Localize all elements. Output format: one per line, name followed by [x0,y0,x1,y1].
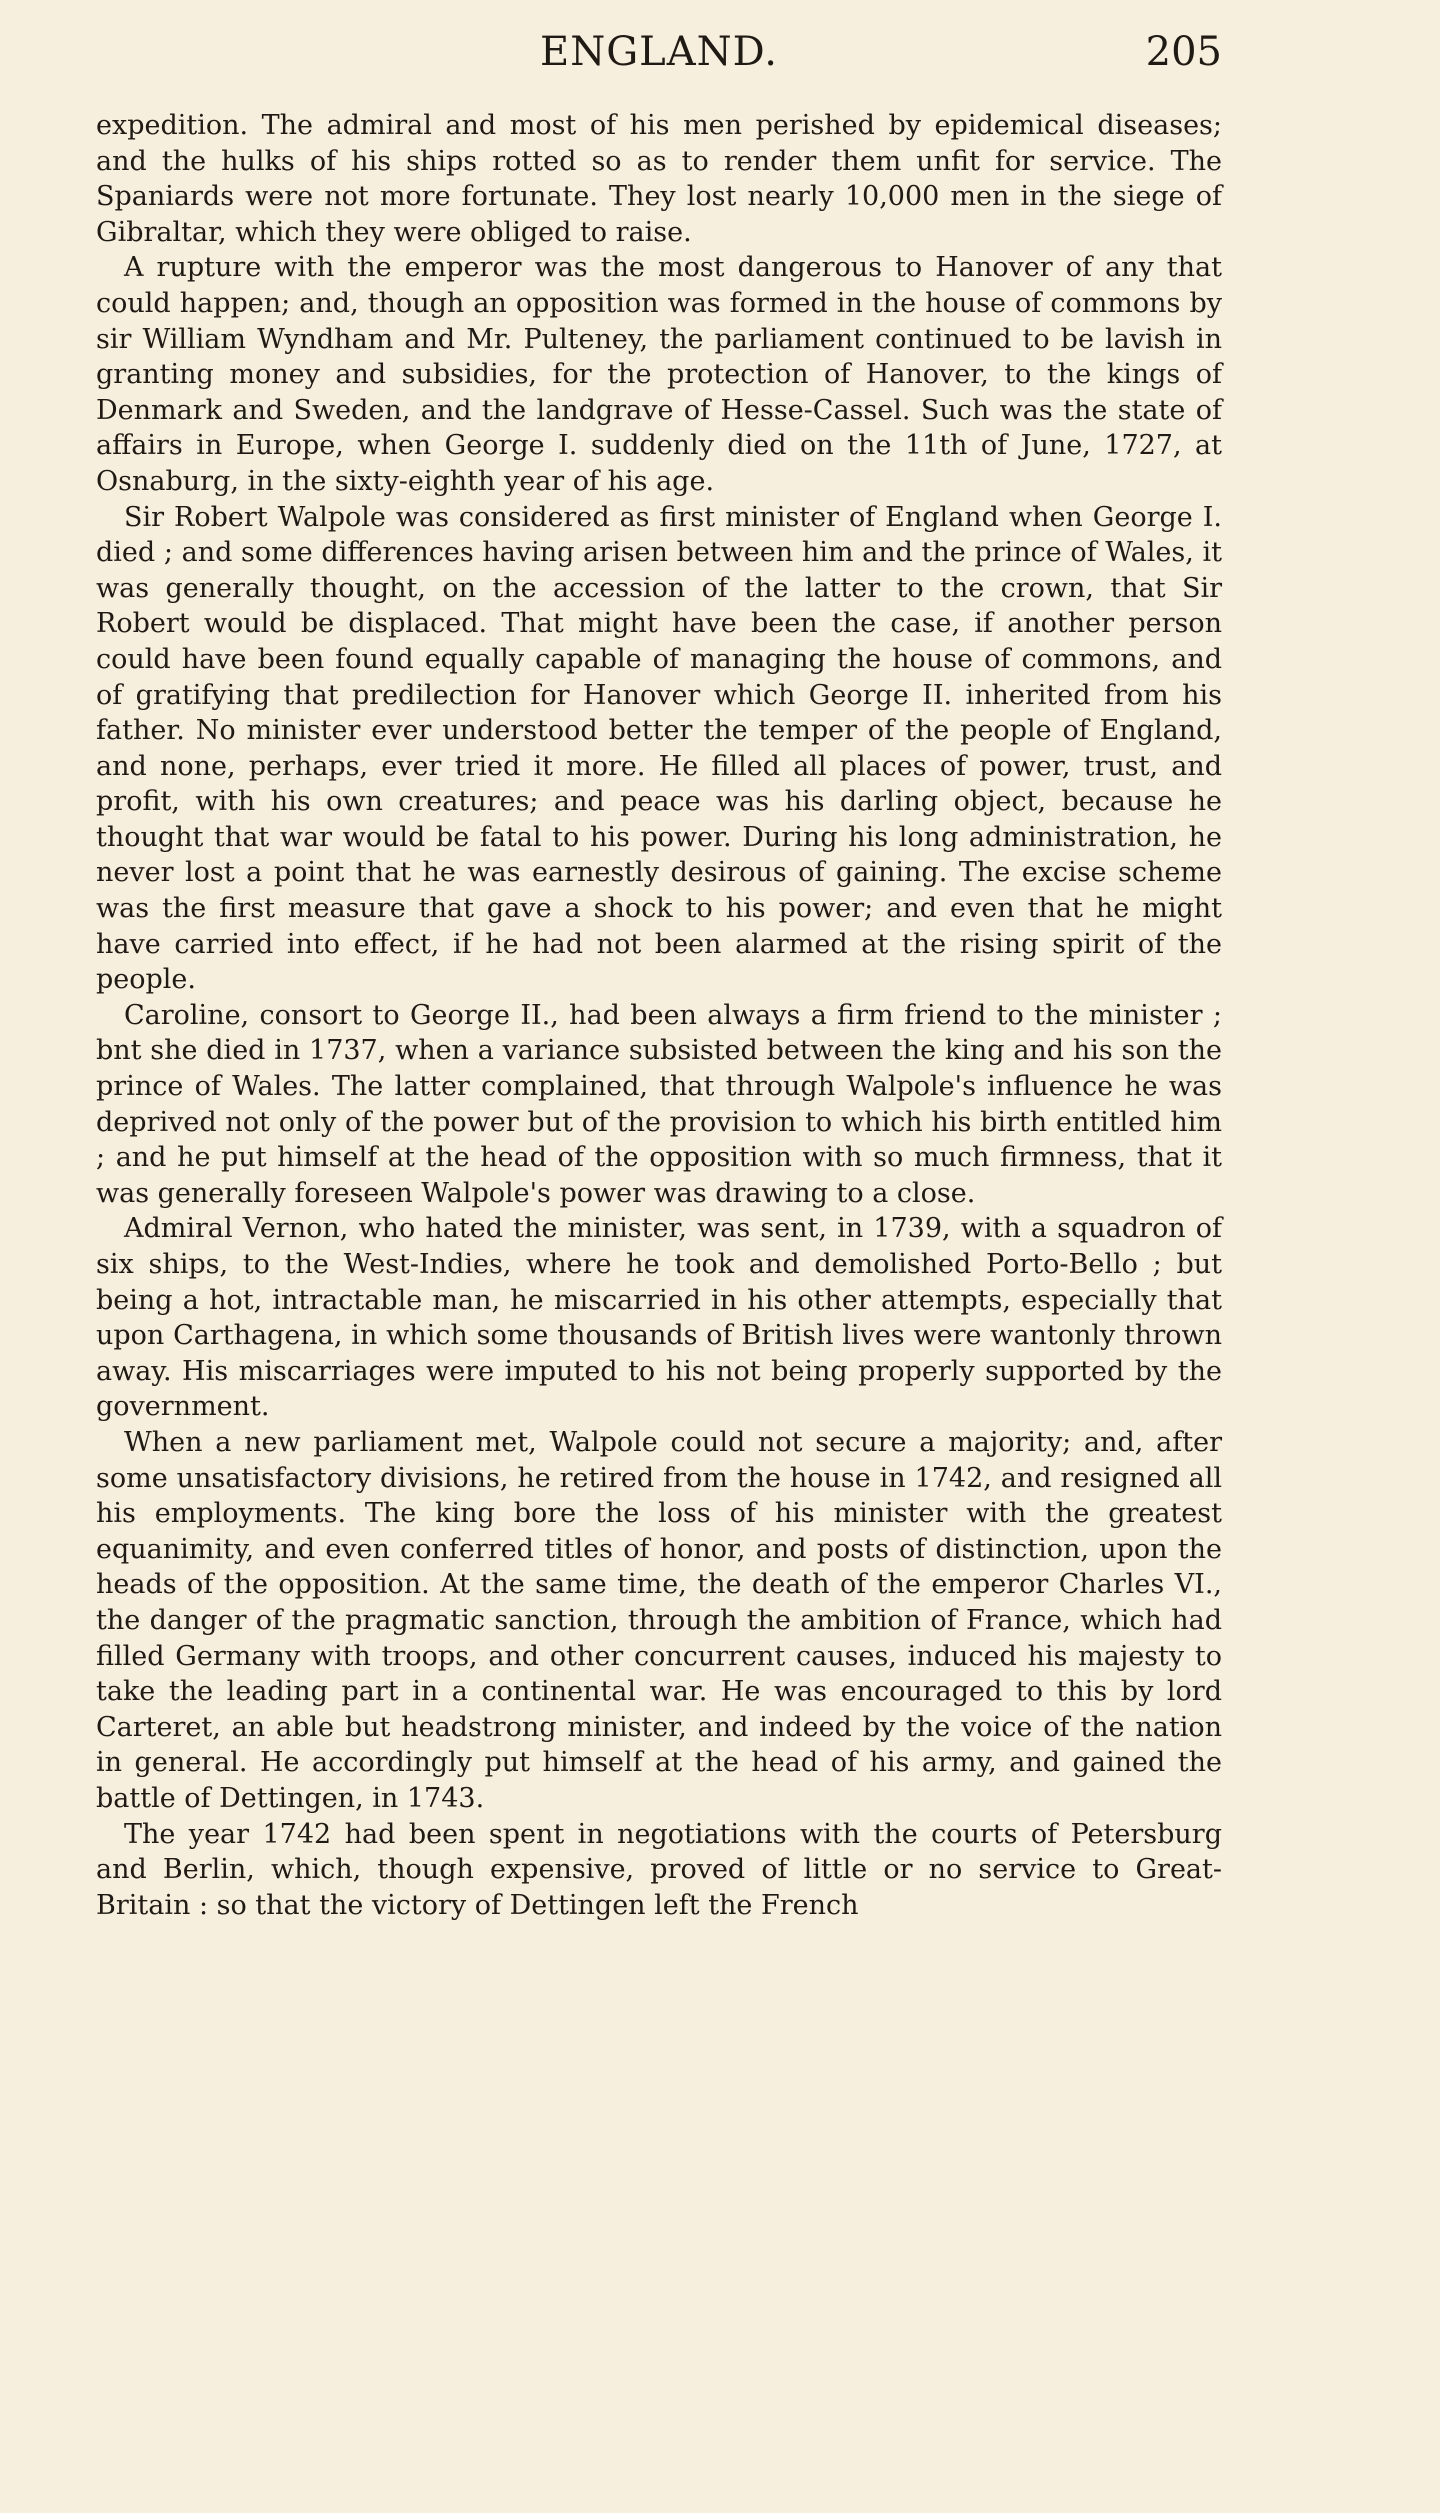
paragraph: Sir Robert Walpole was considered as first minister of England when George I. died ; and some differences having arisen between him and the prince of Wales, it was generally thought, on the accession of the latter to the crown, that Sir Robert would be displaced. That might have been the case, if another person could have been found equally capable of managing the house of commons, and of gratifying that predilection for Hanover which George II. inherited from his father. No minister ever understood better the temper of the people of England, and none, perhaps, ever tried it more. He filled all places of power, trust, and profit, with his own creatures; and peace was his darling object, because he thought that war would be fatal to his power. During his long administration, he never lost a point that he was earnestly desirous of gaining. The excise scheme was the first measure that gave a shock to his power; and even that he might have carried into effect, if he had not been alarmed at the rising spirit of the people. [96,501,1222,996]
paragraph: expedition. The admiral and most of his men perished by epidemical diseases; and the hulks of his ships rotted so as to render them unfit for service. The Spaniards were not more fortunate. They lost nearly 10,000 men in the siege of Gibraltar, which they were obliged to raise. [96,110,1222,248]
paragraph: A rupture with the emperor was the most dangerous to Hanover of any that could happen; and, though an opposition was formed in the house of commons by sir William Wyndham and Mr. Pulteney, the parliament continued to be lavish in granting money and subsidies, for the protection of Hanover, to the kings of Denmark and Sweden, and the landgrave of Hesse-Cassel. Such was the state of affairs in Europe, when George I. suddenly died on the 11th of June, 1727, at Osnaburg, in the sixty-eighth year of his age. [96,252,1222,497]
paragraph: Caroline, consort to George II., had been always a firm friend to the minister ; bnt she died in 1737, when a variance subsisted between the king and his son the prince of Wales. The latter complained, that through Walpole's influence he was deprived not only of the power but of the provision to which his birth entitled him ; and he put himself at the head of the opposition with so much firmness, that it was generally foreseen Walpole's power was drawing to a close. [96,999,1222,1209]
body-text [96,108,1222,1923]
paragraph: When a new parliament met, Walpole could not secure a majority; and, after some unsatisfactory divisions, he retired from the house in 1742, and resigned all his employments. The king bore the loss of his minister with the greatest equanimity, and even conferred titles of honor, and posts of distinction, upon the heads of the opposition. At the same time, the death of the emperor Charles VI., the danger of the pragmatic sanction, through the ambition of France, which had filled Germany with troops, and other concurrent causes, induced his majesty to take the leading part in a continental war. He was encouraged to this by lord Carteret, an able but headstrong minister, and indeed by the voice of the nation in general. He accordingly put himself at the head of his army, and gained the battle of Dettingen, in 1743. [96,1426,1222,1814]
paragraph: The year 1742 had been spent in negotiations with the courts of Petersburg and Berlin, which, though expensive, proved of little or no service to Great-Britain : so that the victory of Dettingen left the French [96,1818,1222,1921]
page-number: 205 [1145,29,1222,75]
page-header [96,26,1222,78]
running-title: ENGLAND. [540,29,778,75]
paragraph: Admiral Vernon, who hated the minister, was sent, in 1739, with a squadron of six ships, to the West-Indies, where he took and demolished Porto-Bello ; but being a hot, intractable man, he miscarried in his other attempts, especially that upon Carthagena, in which some thousands of British lives were wantonly thrown away. His miscarriages were imputed to his not being properly supported by the government. [96,1213,1222,1423]
